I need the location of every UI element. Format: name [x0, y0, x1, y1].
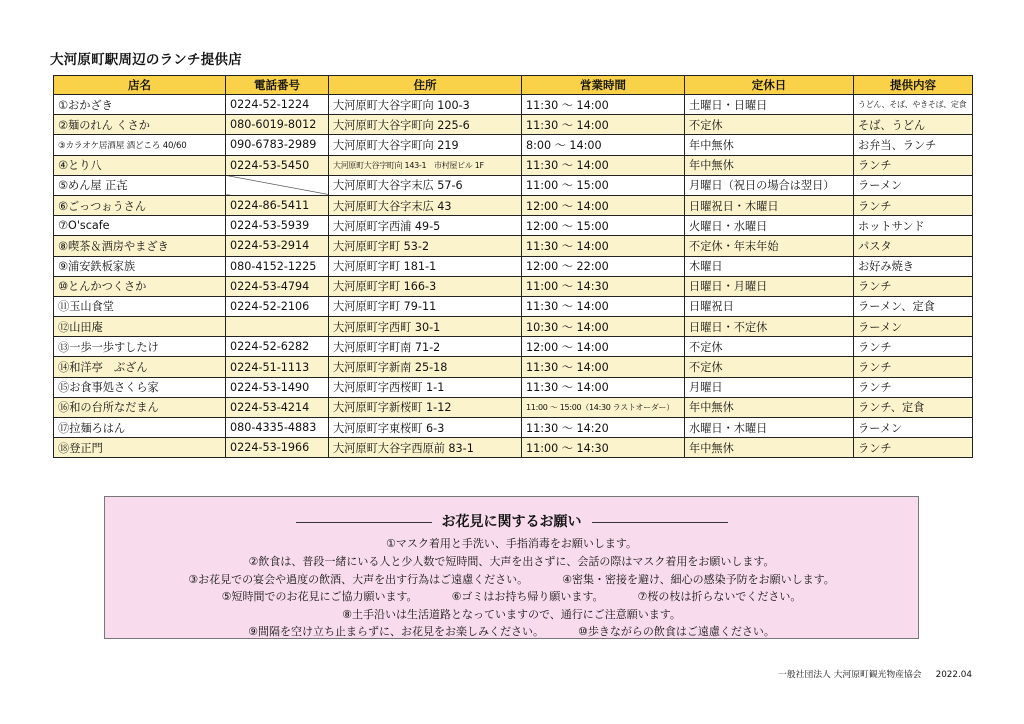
shop-hours: 12:00 ～ 14:00: [522, 195, 685, 215]
shop-closed: 不定休: [685, 357, 854, 377]
table-row: [54, 95, 973, 115]
shop-phone: 0224-53-1966: [226, 438, 329, 458]
shop-address: 大河原町字町 166-3: [329, 276, 522, 296]
shop-menu: ランチ: [854, 438, 973, 458]
notice-item-5: ⑤短時間でのお花見にご協力願います。: [221, 590, 418, 603]
shop-closed: 年中無休: [685, 397, 854, 417]
shop-hours: 12:00 ～ 15:00: [522, 216, 685, 236]
shop-phone: 0224-52-1224: [226, 95, 329, 115]
notice-line-5: ⑧土手沿いは生活道路となっていますので、通行にご注意願います。: [342, 608, 681, 621]
shop-name: ③カラオケ居酒屋 酒どころ 40/60: [54, 135, 226, 155]
table-row: [54, 115, 973, 135]
shop-closed: 火曜日・水曜日: [685, 216, 854, 236]
shop-phone: 080-4335-4883: [226, 418, 329, 438]
shop-hours: 12:00 ～ 14:00: [522, 337, 685, 357]
table-row: [54, 397, 973, 417]
shop-closed: 水曜日・木曜日: [685, 418, 854, 438]
shop-address: 大河原町大谷字町向 225-6: [329, 115, 522, 135]
shop-hours: 11:30 ～ 14:20: [522, 418, 685, 438]
shop-phone: 0224-53-2914: [226, 236, 329, 256]
shop-menu: パスタ: [854, 236, 973, 256]
shop-phone: 080-4152-1225: [226, 256, 329, 276]
shop-menu: ホットサンド: [854, 216, 973, 236]
header-phone: 電話番号: [226, 76, 329, 95]
shop-hours: 8:00 ～ 14:00: [522, 135, 685, 155]
shop-address: 大河原町大谷字西原前 83-1: [329, 438, 522, 458]
shop-name: ⑱登正門: [54, 438, 226, 458]
shop-menu: ランチ: [854, 357, 973, 377]
shop-address: 大河原町字西浦 49-5: [329, 216, 522, 236]
shop-address: 大河原町字東桜町 6-3: [329, 418, 522, 438]
shop-menu: ラーメン: [854, 418, 973, 438]
shop-address: 大河原町字町 53-2: [329, 236, 522, 256]
shop-closed: 月曜日: [685, 377, 854, 397]
shop-closed: 不定休・年末年始: [685, 236, 854, 256]
notice-heading: [105, 511, 918, 531]
shop-menu: ランチ: [854, 276, 973, 296]
shop-closed: 年中無休: [685, 438, 854, 458]
notice-item-6: ⑥ゴミはお持ち帰り願います。: [451, 590, 604, 603]
shop-phone: 0224-53-1490: [226, 377, 329, 397]
table-row: [54, 175, 973, 195]
table-row: [54, 418, 973, 438]
table-row: [54, 216, 973, 236]
notice-item-7: ⑦桜の枝は折らないでください。: [637, 590, 802, 603]
shop-menu: ラーメン、定食: [854, 296, 973, 316]
shop-name: ⑥ごっつぉうさん: [54, 195, 226, 215]
notice-title-text: お花見に関するお願い: [441, 514, 582, 530]
shop-closed: 日曜日・月曜日: [685, 276, 854, 296]
shop-hours: 11:00 ～ 14:30: [522, 276, 685, 296]
shop-address: 大河原町字西町 30-1: [329, 317, 522, 337]
shop-name: ⑩とんかつくさか: [54, 276, 226, 296]
shop-menu: お弁当、ランチ: [854, 135, 973, 155]
header-hours: 営業時間: [522, 76, 685, 95]
shop-phone: 0224-53-5450: [226, 155, 329, 175]
shop-address: 大河原町字新南 25-18: [329, 357, 522, 377]
shop-menu: ランチ: [854, 377, 973, 397]
shop-phone: 0224-52-6282: [226, 337, 329, 357]
hanami-notice-box: [104, 496, 919, 639]
header-address: 住所: [329, 76, 522, 95]
shop-hours: 11:30 ～ 14:00: [522, 296, 685, 316]
shop-name: ⑭和洋亭 ぶざん: [54, 357, 226, 377]
footer-date: 2022.04: [935, 670, 972, 680]
shop-menu: ランチ: [854, 195, 973, 215]
shop-phone-blank: [226, 175, 329, 195]
shop-name: ⑮お食事処さくら家: [54, 377, 226, 397]
shop-phone: 0224-52-2106: [226, 296, 329, 316]
shop-address: 大河原町大谷字町向 143-1 市村屋ビル 1F: [329, 155, 522, 175]
shop-name: ⑬一歩一歩すしたけ: [54, 337, 226, 357]
table-row: [54, 377, 973, 397]
table-row: [54, 337, 973, 357]
shop-closed: 日曜祝日: [685, 296, 854, 316]
shop-closed: 月曜日（祝日の場合は翌日）: [685, 175, 854, 195]
shop-hours: 11:30 ～ 14:00: [522, 377, 685, 397]
notice-line-3: [105, 571, 918, 587]
shop-address: 大河原町大谷字末広 57-6: [329, 175, 522, 195]
shop-hours: 11:30 ～ 14:00: [522, 115, 685, 135]
table-row: [54, 236, 973, 256]
shop-closed: 土曜日・日曜日: [685, 95, 854, 115]
shop-menu: そば、うどん: [854, 115, 973, 135]
shop-menu: うどん、そば、やきそば、定食: [854, 95, 973, 115]
table-row: [54, 276, 973, 296]
notice-line-2: ②飲食は、普段一緒にいる人と少人数で短時間、大声を出さずに、会話の際はマスク着用をお願いします。: [248, 555, 775, 568]
shop-name: ⑪玉山食堂: [54, 296, 226, 316]
shop-closed: 不定休: [685, 337, 854, 357]
table-row: [54, 317, 973, 337]
shop-hours: 12:00 ～ 22:00: [522, 256, 685, 276]
shop-hours: 11:30 ～ 14:00: [522, 357, 685, 377]
shop-menu: ラーメン: [854, 317, 973, 337]
shop-name: ①おかざき: [54, 95, 226, 115]
shop-address: 大河原町大谷字町向 100-3: [329, 95, 522, 115]
shop-closed: 日曜日・不定休: [685, 317, 854, 337]
heading-rule-right: [592, 522, 728, 523]
shop-phone: 0224-53-4214: [226, 397, 329, 417]
shop-name: ⑤めん屋 正㐂: [54, 175, 226, 195]
table-header-row: [54, 76, 973, 95]
shop-address: 大河原町大谷字末広 43: [329, 195, 522, 215]
shop-phone: 090-6783-2989: [226, 135, 329, 155]
shop-closed: 不定休: [685, 115, 854, 135]
shop-menu: ランチ、定食: [854, 397, 973, 417]
shop-hours: 11:30 ～ 14:00: [522, 95, 685, 115]
shop-closed: 木曜日: [685, 256, 854, 276]
table-row: [54, 296, 973, 316]
shop-address: 大河原町大谷字町向 219: [329, 135, 522, 155]
shop-name: ⑯和の台所なだまん: [54, 397, 226, 417]
shop-menu: ランチ: [854, 155, 973, 175]
shop-phone: 080-6019-8012: [226, 115, 329, 135]
notice-item-9: ⑨間隔を空け立ち止まらずに、お花見をお楽しみください。: [248, 625, 544, 638]
footer-organization: 一般社団法人 大河原町観光物産協会: [778, 670, 922, 680]
shop-hours: 11:00 ～ 14:30: [522, 438, 685, 458]
shop-hours: 11:30 ～ 14:00: [522, 236, 685, 256]
table-row: [54, 256, 973, 276]
shop-menu: ランチ: [854, 337, 973, 357]
shop-hours: 11:30 ～ 14:00: [522, 155, 685, 175]
footer-credit: [778, 667, 972, 680]
shop-address: 大河原町字町 79-11: [329, 296, 522, 316]
table-row: [54, 135, 973, 155]
shop-closed: 年中無休: [685, 155, 854, 175]
header-closed-days: 定休日: [685, 76, 854, 95]
shop-name: ②麺のれん くさか: [54, 115, 226, 135]
shop-closed: 日曜祝日・木曜日: [685, 195, 854, 215]
shop-phone-blank: [226, 317, 329, 337]
shop-phone: 0224-86-5411: [226, 195, 329, 215]
table-row: [54, 357, 973, 377]
shop-phone: 0224-53-5939: [226, 216, 329, 236]
shop-menu: ラーメン: [854, 175, 973, 195]
notice-line-6: [105, 623, 918, 639]
notice-line-4: [105, 588, 918, 604]
heading-rule-left: [296, 522, 432, 523]
page-title: 大河原町駅周辺のランチ提供店: [50, 52, 242, 68]
notice-item-10: ⑩歩きながらの飲食はご遠慮ください。: [577, 625, 775, 638]
notice-line-1: ①マスク着用と手洗い、手指消毒をお願いします。: [386, 537, 637, 550]
shop-name: ⑧喫茶＆酒房やまざき: [54, 236, 226, 256]
shop-menu: お好み焼き: [854, 256, 973, 276]
shop-hours: 10:30 ～ 14:00: [522, 317, 685, 337]
notice-item-4: ④密集・密接を避け、細心の感染予防をお願いします。: [562, 573, 835, 586]
shop-name: ⑫山田庵: [54, 317, 226, 337]
shop-hours: 11:00 ～ 15:00: [522, 175, 685, 195]
shop-closed: 年中無休: [685, 135, 854, 155]
shop-phone: 0224-51-1113: [226, 357, 329, 377]
shop-name: ④とり八: [54, 155, 226, 175]
shop-name: ⑰拉麺ろはん: [54, 418, 226, 438]
table-row: [54, 155, 973, 175]
shop-address: 大河原町字町南 71-2: [329, 337, 522, 357]
shop-hours: 11:00 ～ 15:00（14:30 ラストオーダー）: [522, 397, 685, 417]
shop-name: ⑨浦安鉄板家族: [54, 256, 226, 276]
lunch-shop-table: [53, 75, 973, 458]
table-row: [54, 195, 973, 215]
notice-item-3: ③お花見での宴会や過度の飲酒、大声を出す行為はご遠慮ください。: [188, 573, 529, 586]
table-row: [54, 438, 973, 458]
header-menu: 提供内容: [854, 76, 973, 95]
header-shop-name: 店名: [54, 76, 226, 95]
shop-phone: 0224-53-4794: [226, 276, 329, 296]
shop-name: ⑦O'scafe: [54, 216, 226, 236]
shop-address: 大河原町字西桜町 1-1: [329, 377, 522, 397]
shop-address: 大河原町字町 181-1: [329, 256, 522, 276]
shop-address: 大河原町字新桜町 1-12: [329, 397, 522, 417]
